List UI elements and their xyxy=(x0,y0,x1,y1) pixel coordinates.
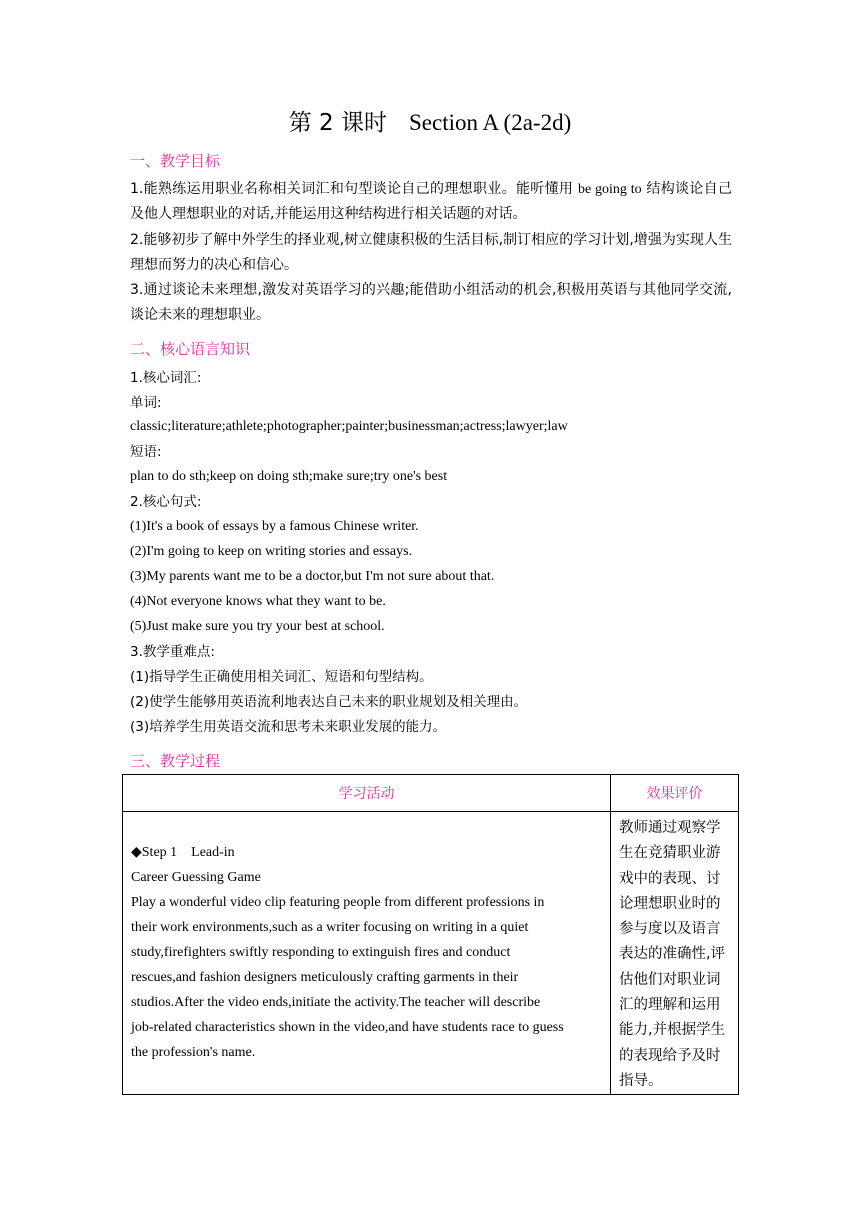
phrases-list: plan to do sth;keep on doing sth;make sure;try one's best xyxy=(130,469,448,484)
activity-subtitle: Career Guessing Game xyxy=(131,870,261,885)
eval-text-line: 能力,并根据学生 xyxy=(619,1022,726,1039)
process-table xyxy=(122,774,739,1095)
eval-text-line: 指导。 xyxy=(619,1072,663,1089)
objective-3: 3.通过谈论未来理想,激发对英语学习的兴趣;能借助小组活动的机会,积极用英语与其他同学交流,谈论未来的理想职业。 xyxy=(130,282,732,323)
activity-cell xyxy=(123,812,611,1095)
activity-text-line: studios.After the video ends,initiate the activity.The teacher will describe xyxy=(131,995,541,1010)
activity-step-title: ◆Step 1 Lead-in xyxy=(131,845,235,860)
eval-text-line: 估他们对职业词 xyxy=(619,971,721,988)
difficulty-3: (3)培养学生用英语交流和思考未来职业发展的能力。 xyxy=(130,719,447,735)
activity-text-line: study,firefighters swiftly responding to extinguish fires and conduct xyxy=(131,945,511,960)
table-row xyxy=(123,812,739,1095)
sentence-5: (5)Just make sure you try your best at school. xyxy=(130,619,385,634)
activity-text-line: rescues,and fashion designers meticulously crafting garments in their xyxy=(131,970,519,985)
difficulty-1: (1)指导学生正确使用相关词汇、短语和句型结构。 xyxy=(130,669,433,685)
sentence-2: (2)I'm going to keep on writing stories and essays. xyxy=(130,544,413,559)
difficulty-title: 3.教学重难点: xyxy=(130,644,215,660)
eval-text-line: 参与度以及语言 xyxy=(619,921,721,938)
activity-text-line: the profession's name. xyxy=(131,1045,256,1060)
title-zh: 第 2 课时 xyxy=(288,110,387,136)
activity-text-line: job-related characteristics shown in the video,and have students race to guess xyxy=(131,1020,564,1035)
activity-text-line: Play a wonderful video clip featuring people from different professions in xyxy=(131,895,545,910)
eval-text-line: 的表现给予及时 xyxy=(619,1047,721,1064)
activity-text-line: their work environments,such as a writer focusing on writing in a quiet xyxy=(131,920,529,935)
sentence-3: (3)My parents want me to be a doctor,but I'm not sure about that. xyxy=(130,569,495,584)
objective-2: 2.能够初步了解中外学生的择业观,树立健康积极的生活目标,制订相应的学习计划,增强为实现人生理想而努力的决心和信心。 xyxy=(130,232,732,273)
eval-text-line: 教师通过观察学 xyxy=(619,820,721,836)
section-heading-process: 三、教学过程 xyxy=(130,752,221,770)
header-activity: 学习活动 xyxy=(123,775,611,812)
header-evaluation: 效果评价 xyxy=(611,775,739,812)
sentence-4: (4)Not everyone knows what they want to be. xyxy=(130,594,386,609)
eval-text-line: 汇的理解和运用 xyxy=(619,997,721,1014)
eval-text-line: 生在竞猜职业游 xyxy=(619,845,721,862)
title-en: Section A (2a-2d) xyxy=(409,110,572,135)
objective-1: 1.能熟练运用职业名称相关词汇和句型谈论自己的理想职业。能听懂用 be going to 结构谈论自己及他人理想职业的对话,并能运用这种结构进行相关话题的对话。 xyxy=(130,181,733,222)
sentence-1: (1)It's a book of essays by a famous Chinese writer. xyxy=(130,519,419,534)
eval-text-line: 表达的准确性,评 xyxy=(619,946,726,963)
section-heading-language: 二、核心语言知识 xyxy=(130,340,251,358)
sentences-title: 2.核心句式: xyxy=(130,494,202,510)
words-list: classic;literature;athlete;photographer;painter;businessman;actress;lawyer;law xyxy=(130,419,568,434)
vocab-title: 1.核心词汇: xyxy=(130,370,202,386)
table-header-row xyxy=(123,775,739,812)
eval-text-line: 论理想职业时的 xyxy=(619,895,721,912)
page-title xyxy=(0,106,860,140)
phrases-label: 短语: xyxy=(130,444,162,460)
evaluation-cell xyxy=(611,812,739,1095)
words-label: 单词: xyxy=(130,395,162,411)
difficulty-2: (2)使学生能够用英语流利地表达自己未来的职业规划及相关理由。 xyxy=(130,694,528,710)
section-heading-objectives: 一、教学目标 xyxy=(130,152,221,170)
eval-text-line: 戏中的表现、讨 xyxy=(619,870,721,887)
